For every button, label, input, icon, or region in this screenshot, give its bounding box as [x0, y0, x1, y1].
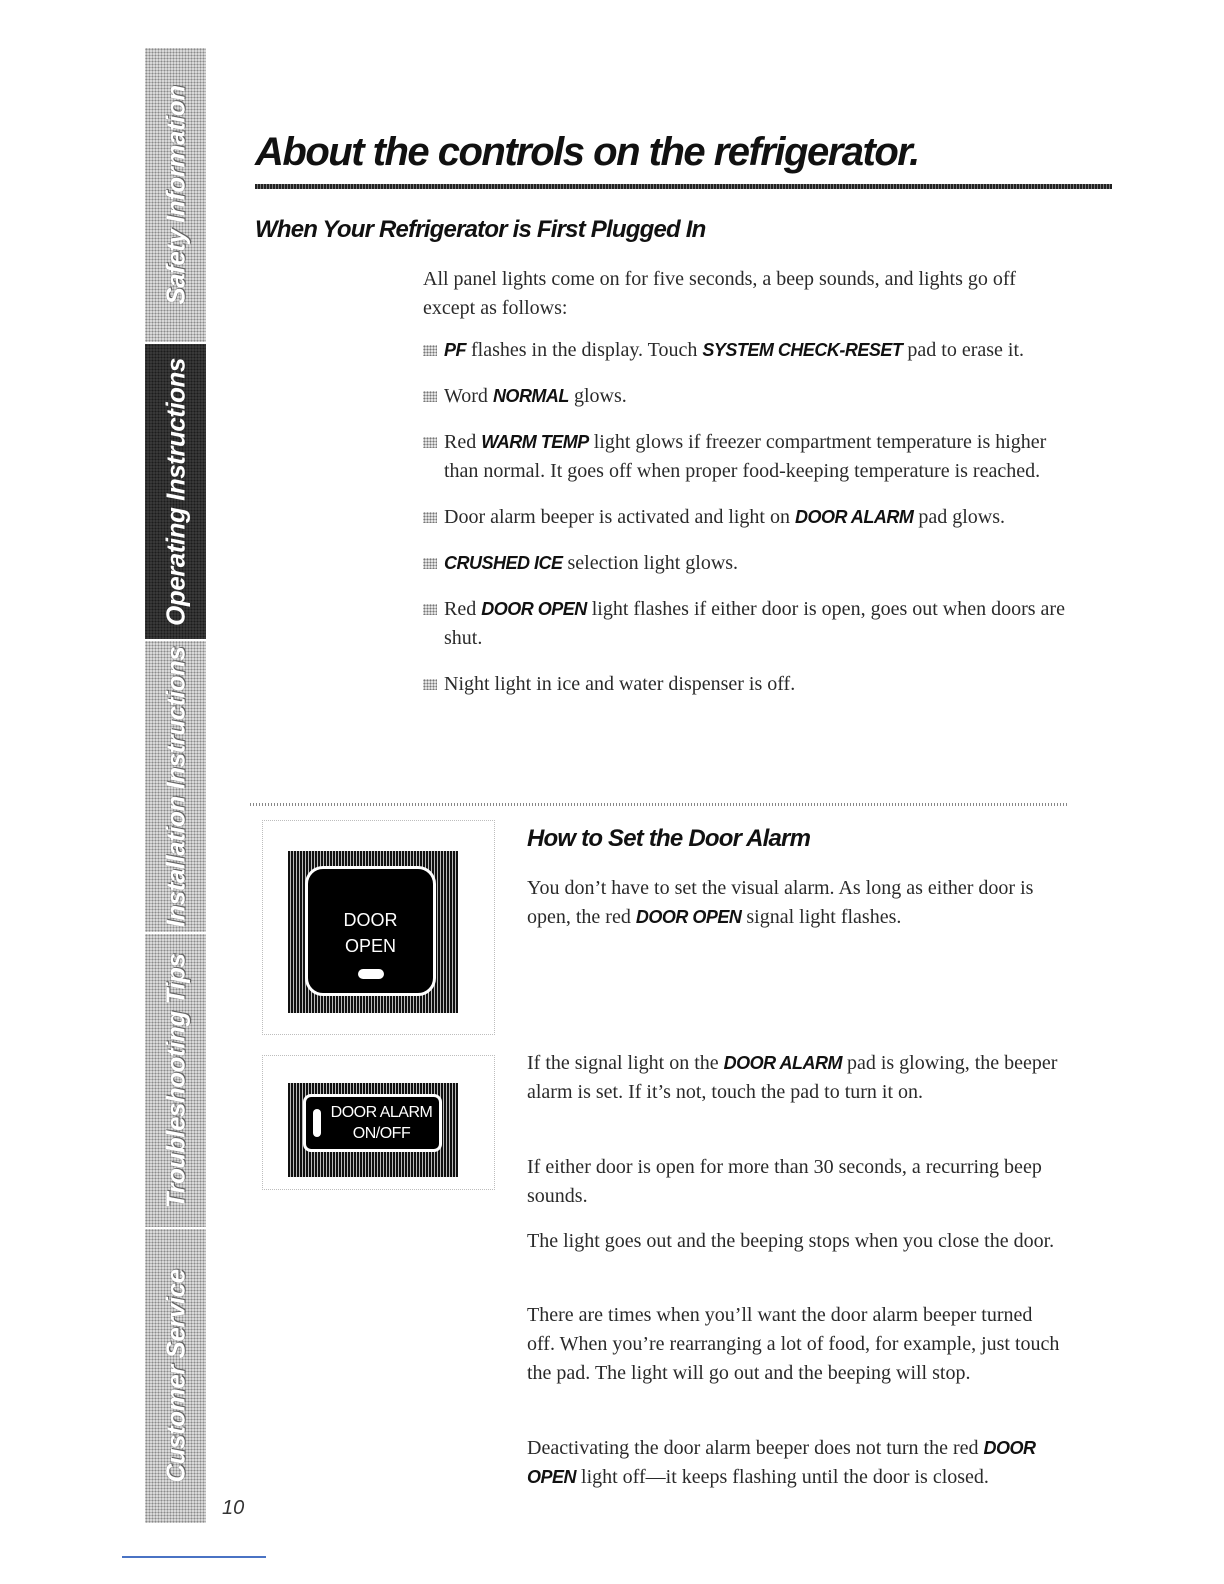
tab-label: Troubleshooting Tips — [160, 953, 190, 1208]
startup-behavior-list — [423, 336, 1083, 716]
section-divider — [250, 803, 1067, 806]
door-alarm-paragraph-5: There are times when you’ll want the door alarm beeper turned off. When you’re rearranging a lot of food, for example, just touch the pad. The light will go out and the beeping will stop. — [527, 1304, 1060, 1384]
section-heading-door-alarm: How to Set the Door Alarm — [527, 825, 811, 852]
list-item: CRUSHED ICE selection light glows. — [423, 549, 1083, 578]
page-title: About the controls on the refrigerator. — [255, 130, 919, 174]
bullet-square-icon — [423, 558, 437, 569]
tab-customer-service[interactable] — [145, 1229, 206, 1523]
list-item: PF flashes in the display. Touch SYSTEM CHECK-RESET pad to erase it. — [423, 336, 1083, 365]
door-alarm-paragraph-6: Deactivating the door alarm beeper does not turn the red DOOR OPEN light off—it keeps flashing until the door is closed. — [527, 1437, 1036, 1488]
alarm-indicator-light-icon — [313, 1109, 321, 1137]
list-item: Door alarm beeper is activated and light on DOOR ALARM pad glows. — [423, 503, 1083, 532]
tab-label: Safety Information — [160, 85, 190, 305]
bullet-square-icon — [423, 391, 437, 402]
tab-label: Installation Instructions — [160, 646, 190, 927]
intro-paragraph: All panel lights come on for five seconds, a beep sounds, and lights go off except as follows: — [423, 268, 1016, 319]
tab-safety-information[interactable] — [145, 48, 206, 344]
tab-operating-instructions[interactable] — [145, 344, 206, 641]
list-item: Word NORMAL glows. — [423, 382, 1083, 411]
bullet-square-icon — [423, 679, 437, 690]
title-rule — [255, 184, 1112, 189]
door-alarm-paragraph-3: If either door is open for more than 30 seconds, a recurring beep sounds. — [527, 1156, 1042, 1207]
door-alarm-paragraph-2: If the signal light on the DOOR ALARM pad is glowing, the beeper alarm is set. If it’s not, touch the pad to turn it on. — [527, 1052, 1058, 1103]
tab-label: Customer Service — [160, 1269, 190, 1483]
tab-label: Operating Instructions — [160, 357, 190, 626]
door-open-panel-illustration — [288, 851, 458, 1013]
bullet-square-icon — [423, 604, 437, 615]
door-alarm-pad-illustration — [288, 1083, 458, 1177]
bullet-square-icon — [423, 512, 437, 523]
door-alarm-pad — [303, 1094, 442, 1152]
page-number: 10 — [222, 1497, 245, 1519]
door-open-light-icon — [358, 969, 384, 979]
door-open-label: DOOR OPEN — [343, 910, 398, 956]
tab-installation-instructions[interactable] — [145, 641, 206, 934]
list-item: Red DOOR OPEN light flashes if either door is open, goes out when doors are shut. — [423, 595, 1083, 653]
section-tabs — [145, 48, 206, 1523]
bullet-square-icon — [423, 437, 437, 448]
tab-troubleshooting-tips[interactable] — [145, 934, 206, 1229]
door-alarm-paragraph-4: The light goes out and the beeping stops when you close the door. — [527, 1230, 1055, 1252]
door-alarm-label: DOOR ALARM ON/OFF — [330, 1104, 433, 1142]
list-item: Red WARM TEMP light glows if freezer compartment temperature is higher than normal. It goes off when proper food-keeping temperature is reached. — [423, 428, 1083, 486]
list-item: Night light in ice and water dispenser is off. — [423, 670, 1083, 699]
bullet-square-icon — [423, 345, 437, 356]
section-heading-first-plugged-in: When Your Refrigerator is First Plugged In — [255, 216, 706, 243]
footer-line — [122, 1556, 266, 1558]
door-alarm-paragraph-1: You don’t have to set the visual alarm. As long as either door is open, the red DOOR OPEN signal light flashes. — [527, 877, 1034, 928]
door-open-display — [305, 866, 436, 996]
